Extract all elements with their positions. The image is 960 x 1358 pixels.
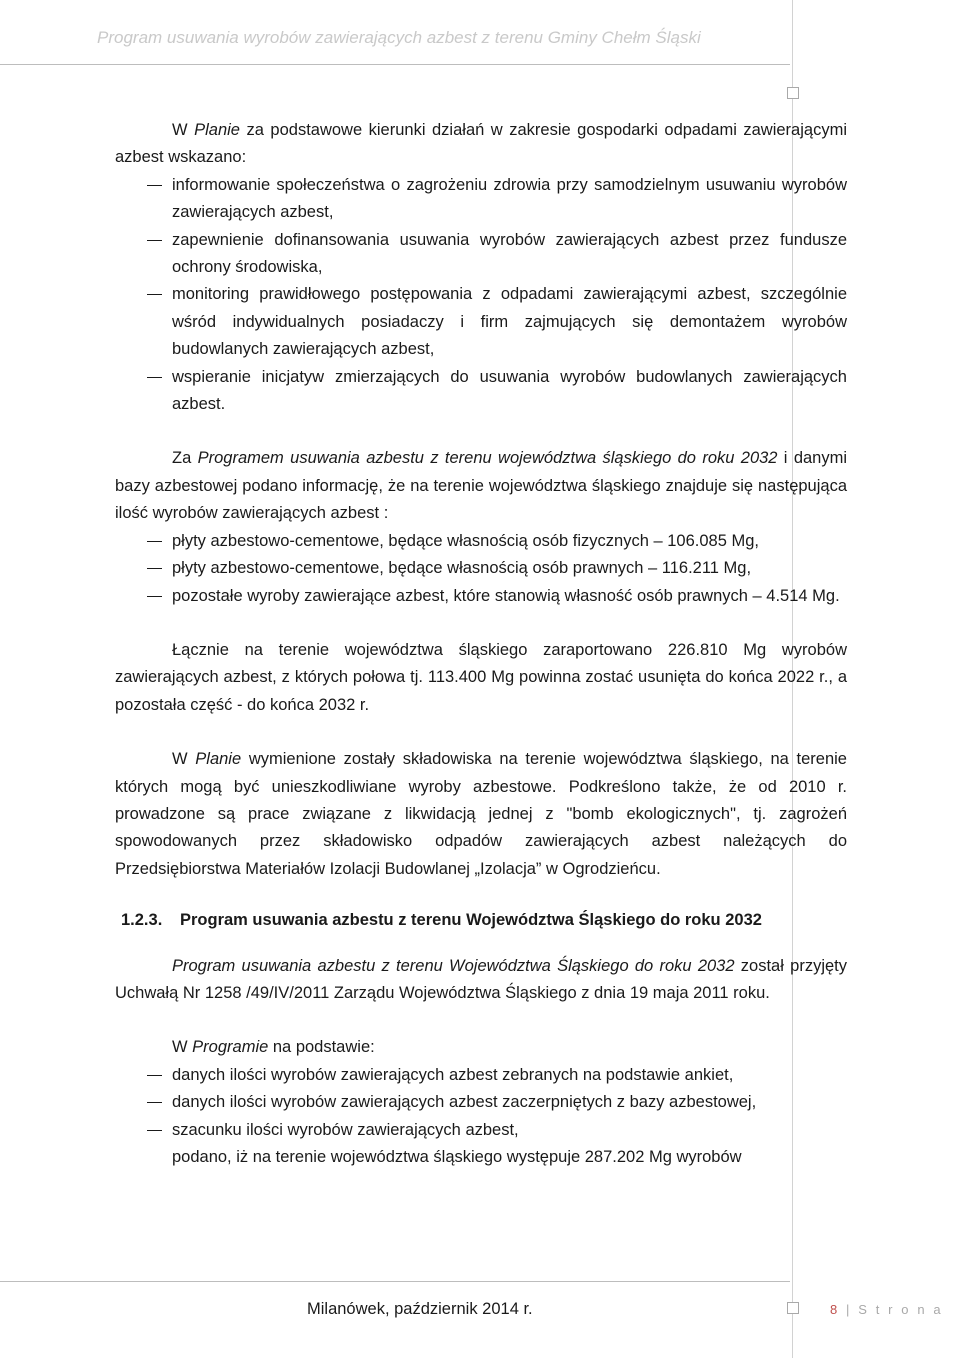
corner-marker [787, 87, 799, 99]
header-rule [0, 64, 790, 65]
plan-directions-list [115, 172, 847, 419]
dash-bullet [147, 1102, 162, 1103]
section-number: 1.2.3. [121, 911, 163, 930]
dash-bullet [147, 377, 162, 378]
dash-bullet [147, 1130, 162, 1131]
list-item: zapewnienie dofinansowania usuwania wyrobów zawierających azbest przez fundusze ochrony środowiska, [115, 227, 847, 282]
dash-bullet [147, 1075, 162, 1076]
dash-bullet [147, 596, 162, 597]
paragraph-summary: Łącznie na terenie województwa śląskiego zaraportowano 226.810 Mg wyrobów zawierających azbest, z których połowa tj. 113.400 Mg powinna zostać usunięta do końca 2022 r., a pozostała część - do końca 2032 r. [115, 640, 847, 714]
dash-bullet [147, 294, 162, 295]
asbestos-quantities-list [115, 528, 847, 610]
body-text [115, 117, 847, 1171]
list-item: szacunku ilości wyrobów zawierających azbest, [115, 1117, 847, 1144]
page-number: 8 | S t r o n a [830, 1302, 944, 1317]
continuation-line: podano, iż na terenie województwa śląskiego występuje 287.202 Mg wyrobów [172, 1148, 742, 1166]
program-basis-list [115, 1062, 847, 1144]
paragraph-plan-intro: W Planie za podstawowe kierunki działań w zakresie gospodarki odpadami zawierającymi azbest wskazano: [115, 121, 847, 167]
section-heading [115, 907, 847, 934]
dash-bullet [147, 185, 162, 186]
list-item: płyty azbestowo-cementowe, będące własnością osób fizycznych – 106.085 Mg, [115, 528, 847, 555]
paragraph-landfills: W Planie wymienione zostały składowiska na terenie województwa śląskiego, na terenie których mogą być unieszkodliwiane wyroby azbestowe. Podkreślono także, że od 2010 r. prowadzone są prace związane z likwidacją jednej z "bomb ekologicznych", tj. zagrożeń spowodowanych przez składowisko odpadów zawierających azbest należących do Przedsiębiorstwa Materiałów Izolacji Budowlanej „Izolacja” w Ogrodzieńcu. [115, 750, 847, 878]
footer-rule [0, 1281, 790, 1282]
running-header: Program usuwania wyrobów zawierających azbest z terenu Gminy Chełm Śląski [97, 28, 701, 47]
section-title: Program usuwania azbestu z terenu Województwa Śląskiego do roku 2032 [180, 911, 762, 930]
list-item: danych ilości wyrobów zawierających azbest zaczerpniętych z bazy azbestowej, [115, 1089, 847, 1116]
list-item: płyty azbestowo-cementowe, będące własnością osób prawnych – 116.211 Mg, [115, 555, 847, 582]
dash-bullet [147, 240, 162, 241]
list-item: wspieranie inicjatyw zmierzających do usuwania wyrobów budowlanych zawierających azbest. [115, 364, 847, 419]
footer-place-date: Milanówek, październik 2014 r. [307, 1300, 533, 1318]
list-item: pozostałe wyroby zawierające azbest, które stanowią własność osób prawnych – 4.514 Mg. [115, 583, 847, 610]
corner-marker [787, 1302, 799, 1314]
list-item: informowanie społeczeństwa o zagrożeniu zdrowia przy samodzielnym usuwaniu wyrobów zawierających azbest, [115, 172, 847, 227]
dash-bullet [147, 541, 162, 542]
dash-bullet [147, 568, 162, 569]
list-item: danych ilości wyrobów zawierających azbest zebranych na podstawie ankiet, [115, 1062, 847, 1089]
list-item: monitoring prawidłowego postępowania z odpadami zawierającymi azbest, szczególnie wśród indywidualnych posiadaczy i firm zajmujących się demontażem wyrobów budowlanych zawierających azbest, [115, 281, 847, 363]
paragraph-program-basis: W Programie na podstawie: [172, 1038, 375, 1057]
paragraph-program-adoption: Program usuwania azbestu z terenu Województwa Śląskiego do roku 2032 został przyjęty Uchwałą Nr 1258 /49/IV/2011 Zarządu Województwa Śląskiego z dnia 19 maja 2011 roku. [115, 956, 847, 1002]
paragraph-program-data: Za Programem usuwania azbestu z terenu województwa śląskiego do roku 2032 i danymi bazy azbestowej podano informację, że na terenie województwa śląskiego znajduje się następująca ilość wyrobów zawierających azbest : [115, 449, 848, 523]
